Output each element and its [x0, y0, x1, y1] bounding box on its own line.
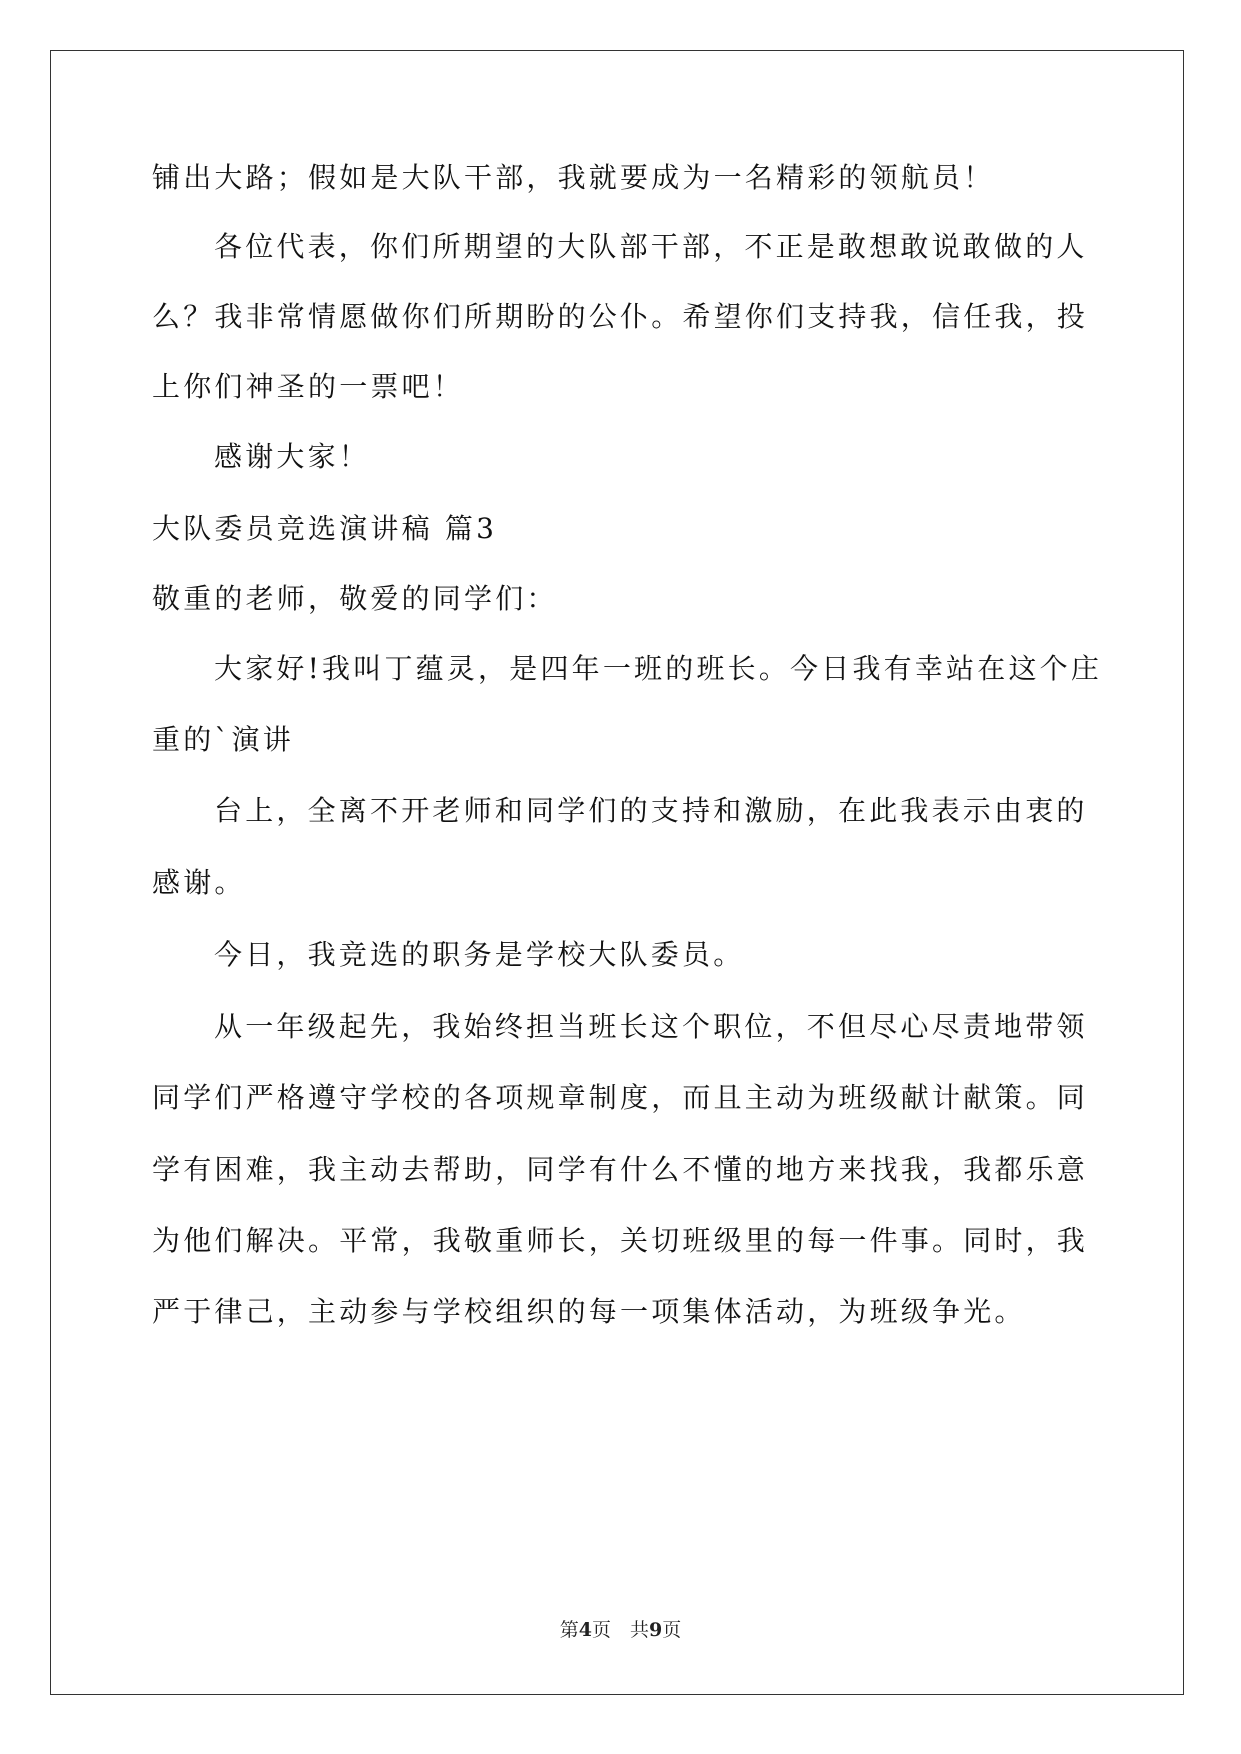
- page-footer: [0, 1618, 1241, 1642]
- text-line: 么？我非常情愿做你们所期盼的公仆。希望你们支持我，信任我，投: [152, 300, 1089, 333]
- text-line: 重的`演讲: [152, 723, 295, 756]
- text-line: 上你们神圣的一票吧！: [152, 370, 465, 403]
- text-line: 感谢。: [152, 866, 246, 899]
- text-line: 学有困难，我主动去帮助，同学有什么不懂的地方来找我，我都乐意: [152, 1153, 1089, 1186]
- text-line: 严于律己，主动参与学校组织的每一项集体活动，为班级争光。: [152, 1295, 1026, 1328]
- text-line: 台上，全离不开老师和同学们的支持和激励，在此我表示由衷的: [214, 794, 1088, 827]
- total-page-number: 9: [649, 1619, 663, 1641]
- footer-suffix: 页: [662, 1619, 682, 1641]
- text-line: 各位代表，你们所期望的大队部干部，不正是敢想敢说敢做的人: [214, 230, 1088, 263]
- footer-prefix: 第: [559, 1619, 579, 1641]
- current-page-number: 4: [578, 1619, 592, 1641]
- text-line: 同学们严格遵守学校的各项规章制度，而且主动为班级献计献策。同: [152, 1081, 1089, 1114]
- text-line: 为他们解决。平常，我敬重师长，关切班级里的每一件事。同时，我: [152, 1224, 1089, 1257]
- salutation: 敬重的老师，敬爱的同学们：: [152, 582, 558, 615]
- text-line: 感谢大家！: [214, 440, 371, 473]
- text-line: 今日，我竞选的职务是学校大队委员。: [214, 938, 745, 971]
- footer-middle: 页 共: [591, 1619, 649, 1641]
- text-line: 从一年级起先，我始终担当班长这个职位，不但尽心尽责地带领: [214, 1010, 1088, 1043]
- text-line: 铺出大路；假如是大队干部，我就要成为一名精彩的领航员！: [152, 161, 995, 194]
- text-line: 大家好!我叫丁蕴灵，是四年一班的班长。今日我有幸站在这个庄: [214, 652, 1103, 685]
- section-heading: 大队委员竞选演讲稿 篇3: [152, 512, 498, 545]
